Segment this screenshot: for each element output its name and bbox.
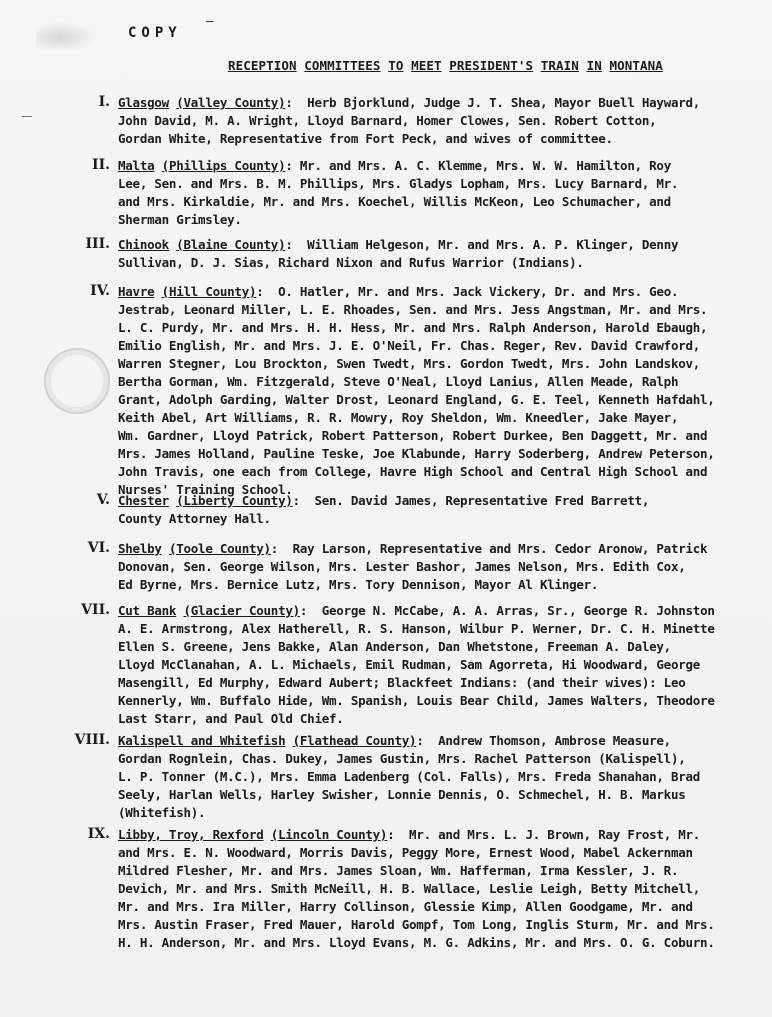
place-name: Malta: [118, 158, 155, 173]
county-name: (Flathead County): [292, 733, 417, 748]
section-numeral: IV.: [90, 283, 110, 299]
document-title: RECEPTION COMMITTEES TO MEET PRESIDENT'S TRAIN IN MONTANA: [228, 58, 663, 73]
county-name: (Blaine County): [176, 237, 286, 252]
entry-line: Donovan, Sen. George Wilson, Mrs. Lester Bashor, James Nelson, Mrs. Edith Cox,: [118, 559, 686, 574]
committee-entry: [118, 157, 768, 229]
place-name: Chinook: [118, 237, 169, 252]
committee-entry: [118, 283, 768, 499]
entry-line: Cut Bank (Glacier County): George N. McCabe, A. A. Arras, Sr., George R. Johnston: [118, 603, 715, 618]
section-numeral: VII.: [81, 602, 110, 618]
entry-line: Mr. and Mrs. Ira Miller, Harry Collinson, Glessie Kimp, Allen Goodgame, Mr. and: [118, 899, 693, 914]
entry-line: (Whitefish).: [118, 805, 206, 820]
entry-line: John David, M. A. Wright, Lloyd Barnard, Homer Clowes, Sen. Robert Cotton,: [118, 113, 657, 128]
place-name: Havre: [118, 284, 155, 299]
entry-line: L. C. Purdy, Mr. and Mrs. H. H. Hess, Mr. and Mrs. Ralph Anderson, Harold Ebaugh,: [118, 320, 708, 335]
faded-stamp: [44, 348, 110, 414]
margin-tick: [22, 116, 32, 117]
pen-mark: –: [206, 14, 214, 28]
entry-line: Lloyd McClanahan, A. L. Michaels, Emil Rudman, Sam Agorreta, Hi Woodward, George: [118, 657, 701, 672]
scan-smudge: [36, 22, 96, 52]
entry-line: John Travis, one each from College, Havre High School and Central High School and: [118, 464, 708, 479]
county-name: (Lincoln County): [270, 827, 388, 842]
county-name: (Hill County): [161, 284, 257, 299]
committee-entry: [118, 826, 768, 952]
committee-entry: [118, 732, 768, 822]
committee-entry: [118, 236, 768, 272]
section-numeral: III.: [85, 236, 110, 252]
entry-line: County Attorney Hall.: [118, 511, 271, 526]
entry-line: Grant, Adolph Garding, Walter Drost, Leonard England, G. E. Teel, Kenneth Hafdahl,: [118, 392, 715, 407]
county-name: (Phillips County): [161, 158, 286, 173]
entry-line: Mildred Flesher, Mr. and Mrs. James Sloan, Wm. Hafferman, Irma Kessler, J. R.: [118, 863, 679, 878]
entry-line: Ed Byrne, Mrs. Bernice Lutz, Mrs. Tory Dennison, Mayor Al Klinger.: [118, 577, 599, 592]
entry-line: Devich, Mr. and Mrs. Smith McNeill, H. B. Wallace, Leslie Leigh, Betty Mitchell,: [118, 881, 701, 896]
entry-line: A. E. Armstrong, Alex Hatherell, R. S. Hanson, Wilbur P. Werner, Dr. C. H. Minette: [118, 621, 715, 636]
entry-line: Last Starr, and Paul Old Chief.: [118, 711, 344, 726]
entry-line: Gordan White, Representative from Fort Peck, and wives of committee.: [118, 131, 613, 146]
entry-line: Havre (Hill County): O. Hatler, Mr. and Mrs. Jack Vickery, Dr. and Mrs. Geo.: [118, 284, 679, 299]
place-name: Glasgow: [118, 95, 169, 110]
entry-line: Emilio English, Mr. and Mrs. J. E. O'Neil, Fr. Chas. Reger, Rev. David Crawford,: [118, 338, 701, 353]
entry-line: Seely, Harlan Wells, Harley Swisher, Lonnie Dennis, O. Schmechel, H. B. Markus: [118, 787, 686, 802]
entry-line: and Mrs. E. N. Woodward, Morris Davis, Peggy More, Ernest Wood, Mabel Ackernman: [118, 845, 693, 860]
entry-line: Mrs. Austin Fraser, Fred Mauer, Harold Gompf, Tom Long, Inglis Sturm, Mr. and Mrs.: [118, 917, 715, 932]
place-name: Libby, Troy, Rexford: [118, 827, 264, 842]
section-numeral: VI.: [87, 540, 110, 556]
entry-line: and Mrs. Kirkaldie, Mr. and Mrs. Koechel, Willis McKeon, Leo Schumacher, and: [118, 194, 671, 209]
entry-line: Bertha Gorman, Wm. Fitzgerald, Steve O'Neal, Lloyd Lanius, Allen Meade, Ralph: [118, 374, 679, 389]
section-numeral: IX.: [87, 826, 110, 842]
section-numeral: V.: [96, 492, 110, 508]
entry-line: Mrs. James Holland, Pauline Teske, Joe Klabunde, Harry Soderberg, Andrew Peterson,: [118, 446, 715, 461]
entry-line: Jestrab, Leonard Miller, L. E. Rhoades, Sen. and Mrs. Jess Angstman, Mr. and Mrs.: [118, 302, 708, 317]
entry-line: Glasgow (Valley County): Herb Bjorklund, Judge J. T. Shea, Mayor Buell Hayward,: [118, 95, 701, 110]
entry-line: Shelby (Toole County): Ray Larson, Representative and Mrs. Cedor Aronow, Patrick: [118, 541, 708, 556]
entry-line: Kennerly, Wm. Buffalo Hide, Wm. Spanish, Louis Bear Child, James Walters, Theodore: [118, 693, 715, 708]
entry-line: Nurses' Training School.: [118, 482, 293, 497]
section-numeral: II.: [92, 157, 110, 173]
county-name: (Glacier County): [183, 603, 300, 618]
entry-line: Kalispell and Whitefish (Flathead County): Andrew Thomson, Ambrose Measure,: [118, 733, 671, 748]
entry-line: L. P. Tonner (M.C.), Mrs. Emma Ladenberg (Col. Falls), Mrs. Freda Shanahan, Brad: [118, 769, 701, 784]
section-numeral: VIII.: [74, 732, 110, 748]
entry-line: Sullivan, D. J. Sias, Richard Nixon and Rufus Warrior (Indians).: [118, 255, 584, 270]
section-numeral: I.: [98, 94, 110, 110]
committee-entry: [118, 540, 768, 594]
committee-entry: [118, 492, 768, 528]
entry-line: Sherman Grimsley.: [118, 212, 242, 227]
entry-line: Wm. Gardner, Lloyd Patrick, Robert Patterson, Robert Durkee, Ben Daggett, Mr. and: [118, 428, 708, 443]
entry-line: Lee, Sen. and Mrs. B. M. Phillips, Mrs. Gladys Lopham, Mrs. Lucy Barnard, Mr.: [118, 176, 679, 191]
place-name: Cut Bank: [118, 603, 177, 618]
entry-line: Chester (Liberty County): Sen. David James, Representative Fred Barrett,: [118, 493, 650, 508]
entry-line: Gordan Rognlein, Chas. Dukey, James Gustin, Mrs. Rachel Patterson (Kalispell),: [118, 751, 686, 766]
committee-entry: [118, 94, 768, 148]
copy-label: COPY: [128, 25, 182, 41]
county-name: (Liberty County): [176, 493, 293, 508]
entry-line: Masengill, Ed Murphy, Edward Aubert; Blackfeet Indians: (and their wives): Leo: [118, 675, 686, 690]
entry-line: Warren Stegner, Lou Brockton, Swen Twedt, Mrs. Gordon Twedt, Mrs. John Landskov,: [118, 356, 701, 371]
entry-line: Libby, Troy, Rexford (Lincoln County): Mr. and Mrs. L. J. Brown, Ray Frost, Mr.: [118, 827, 701, 842]
place-name: Kalispell and Whitefish: [118, 733, 286, 748]
place-name: Shelby: [118, 541, 162, 556]
committee-entry: [118, 602, 768, 728]
entry-line: Chinook (Blaine County): William Helgeson, Mr. and Mrs. A. P. Klinger, Denny: [118, 237, 679, 252]
entry-line: Ellen S. Greene, Jens Bakke, Alan Anderson, Dan Whetstone, Freeman A. Daley,: [118, 639, 671, 654]
entry-line: Keith Abel, Art Williams, R. R. Mowry, Roy Sheldon, Wm. Kneedler, Jake Mayer,: [118, 410, 679, 425]
county-name: (Toole County): [168, 541, 271, 556]
county-name: (Valley County): [176, 95, 286, 110]
entry-line: Malta (Phillips County): Mr. and Mrs. A. C. Klemme, Mrs. W. W. Hamilton, Roy: [118, 158, 671, 173]
place-name: Chester: [118, 493, 169, 508]
entry-line: H. H. Anderson, Mr. and Mrs. Lloyd Evans, M. G. Adkins, Mr. and Mrs. O. G. Coburn.: [118, 935, 715, 950]
